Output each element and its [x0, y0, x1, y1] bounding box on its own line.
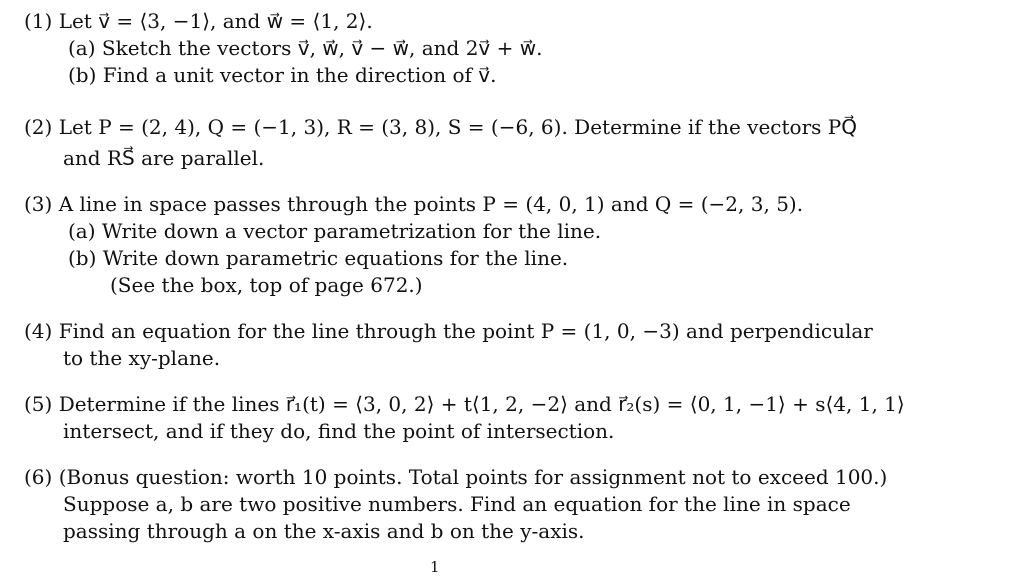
- problem-1-statement: (1) Let v⃗ = ⟨3, −1⟩, and w⃗ = ⟨1, 2⟩.: [24, 9, 373, 33]
- problem-6-line-3: passing through a on the x-axis and b on the y-axis.: [63, 519, 585, 543]
- problem-3a: (a) Write down a vector parametrization for the line.: [68, 219, 602, 243]
- problem-3-note: (See the box, top of page 672.): [110, 273, 423, 297]
- problem-4-continuation: to the xy-plane.: [63, 346, 221, 370]
- problem-3-statement: (3) A line in space passes through the points P = (4, 0, 1) and Q = (−2, 3, 5).: [24, 192, 804, 216]
- problem-3b: (b) Write down parametric equations for the line.: [68, 246, 569, 270]
- page-number: 1: [430, 558, 440, 576]
- problem-5-continuation: intersect, and if they do, find the point of intersection.: [63, 419, 615, 443]
- problem-2-continuation: and RS⃗ are parallel.: [63, 146, 265, 170]
- problem-5-statement: (5) Determine if the lines r⃗₁(t) = ⟨3, 0, 2⟩ + t⟨1, 2, −2⟩ and r⃗₂(s) = ⟨0, 1, −1⟩ + s⟨4, 1, 1⟩: [24, 392, 905, 416]
- problem-4-statement: (4) Find an equation for the line through the point P = (1, 0, −3) and perpendicular: [24, 319, 873, 343]
- problem-2-statement: (2) Let P = (2, 4), Q = (−1, 3), R = (3, 8), S = (−6, 6). Determine if the vectors PQ⃗: [24, 115, 857, 139]
- problem-6-line-2: Suppose a, b are two positive numbers. Find an equation for the line in space: [63, 492, 851, 516]
- problem-1a: (a) Sketch the vectors v⃗, w⃗, v⃗ − w⃗, and 2v⃗ + w⃗.: [68, 36, 543, 60]
- problem-6-statement: (6) (Bonus question: worth 10 points. Total points for assignment not to exceed 100.): [24, 465, 888, 489]
- problem-1b: (b) Find a unit vector in the direction of v⃗.: [68, 63, 497, 87]
